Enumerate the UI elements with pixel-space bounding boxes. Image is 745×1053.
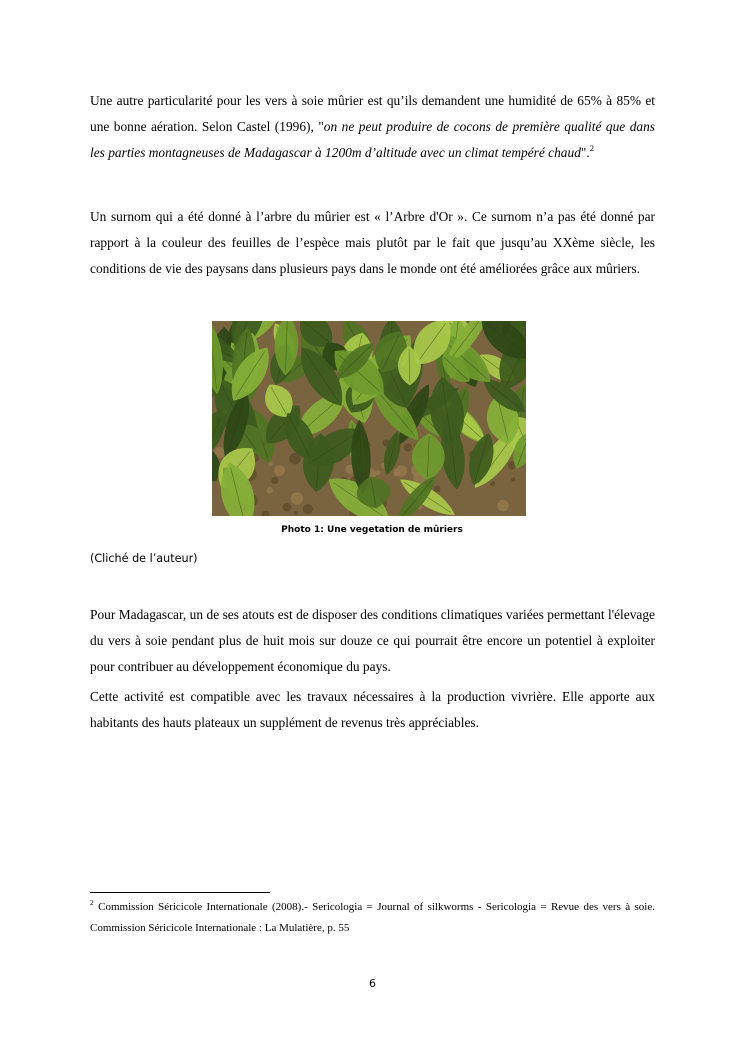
photo-caption: Photo 1: Une vegetation de mûriers xyxy=(281,525,463,535)
page-number: 6 xyxy=(369,977,376,990)
paragraph-madagascar: Pour Madagascar, un de ses atouts est de disposer des conditions climatiques variées permettant l'élevage du vers à soie pendant plus de huit mois sur douze ce qui pourrait être encore un potentiel à exploiter pour contribuer au développement économique du pays. xyxy=(90,607,655,674)
paragraph-text: Une autre particularité pour les vers à soie mûrier est qu’ils demandent une humidité de 65% à 85% et une bonne aération. Selon Castel (1996), " xyxy=(90,93,655,134)
mulberry-leaves-image xyxy=(212,321,526,516)
footnote-reference[interactable]: 2 xyxy=(589,143,594,153)
footnote-number: 2 xyxy=(90,898,94,907)
footnote-text: Commission Séricicole Internationale (2008).- Sericologia = Journal of silkworms - Sericologia = Revue des vers à soie. Commission Séricicole Internationale : La Mulatière, p. 55 xyxy=(90,901,655,934)
footnote xyxy=(90,897,655,939)
paragraph-activite: Cette activité est compatible avec les travaux nécessaires à la production vivrière. Elle apporte aux habitants des hauts plateaux un supplément de revenus très appréciables. xyxy=(90,689,655,730)
paragraph-arbre-dor: Un surnom qui a été donné à l’arbre du mûrier est « l’Arbre d'Or ». Ce surnom n’a pas été donné par rapport à la couleur des feuilles de l’espèce mais plutôt par le fait que jusqu’au XXème siècle, les conditions de vie des paysans dans plusieurs pays dans le monde ont été améliorées grâce aux mûriers. xyxy=(90,209,655,276)
castel-quote: on ne peut produire de cocons de première qualité que dans les parties montagneuses de Madagascar à 1200m d’altitude avec un climat tempéré chaud xyxy=(90,119,655,160)
paragraph-humidity xyxy=(90,88,655,166)
footnote-separator xyxy=(90,892,270,893)
photo-credit: (Cliché de l’auteur) xyxy=(90,552,198,565)
paragraph-text: ". xyxy=(580,145,590,160)
mulberry-photo xyxy=(212,321,526,516)
